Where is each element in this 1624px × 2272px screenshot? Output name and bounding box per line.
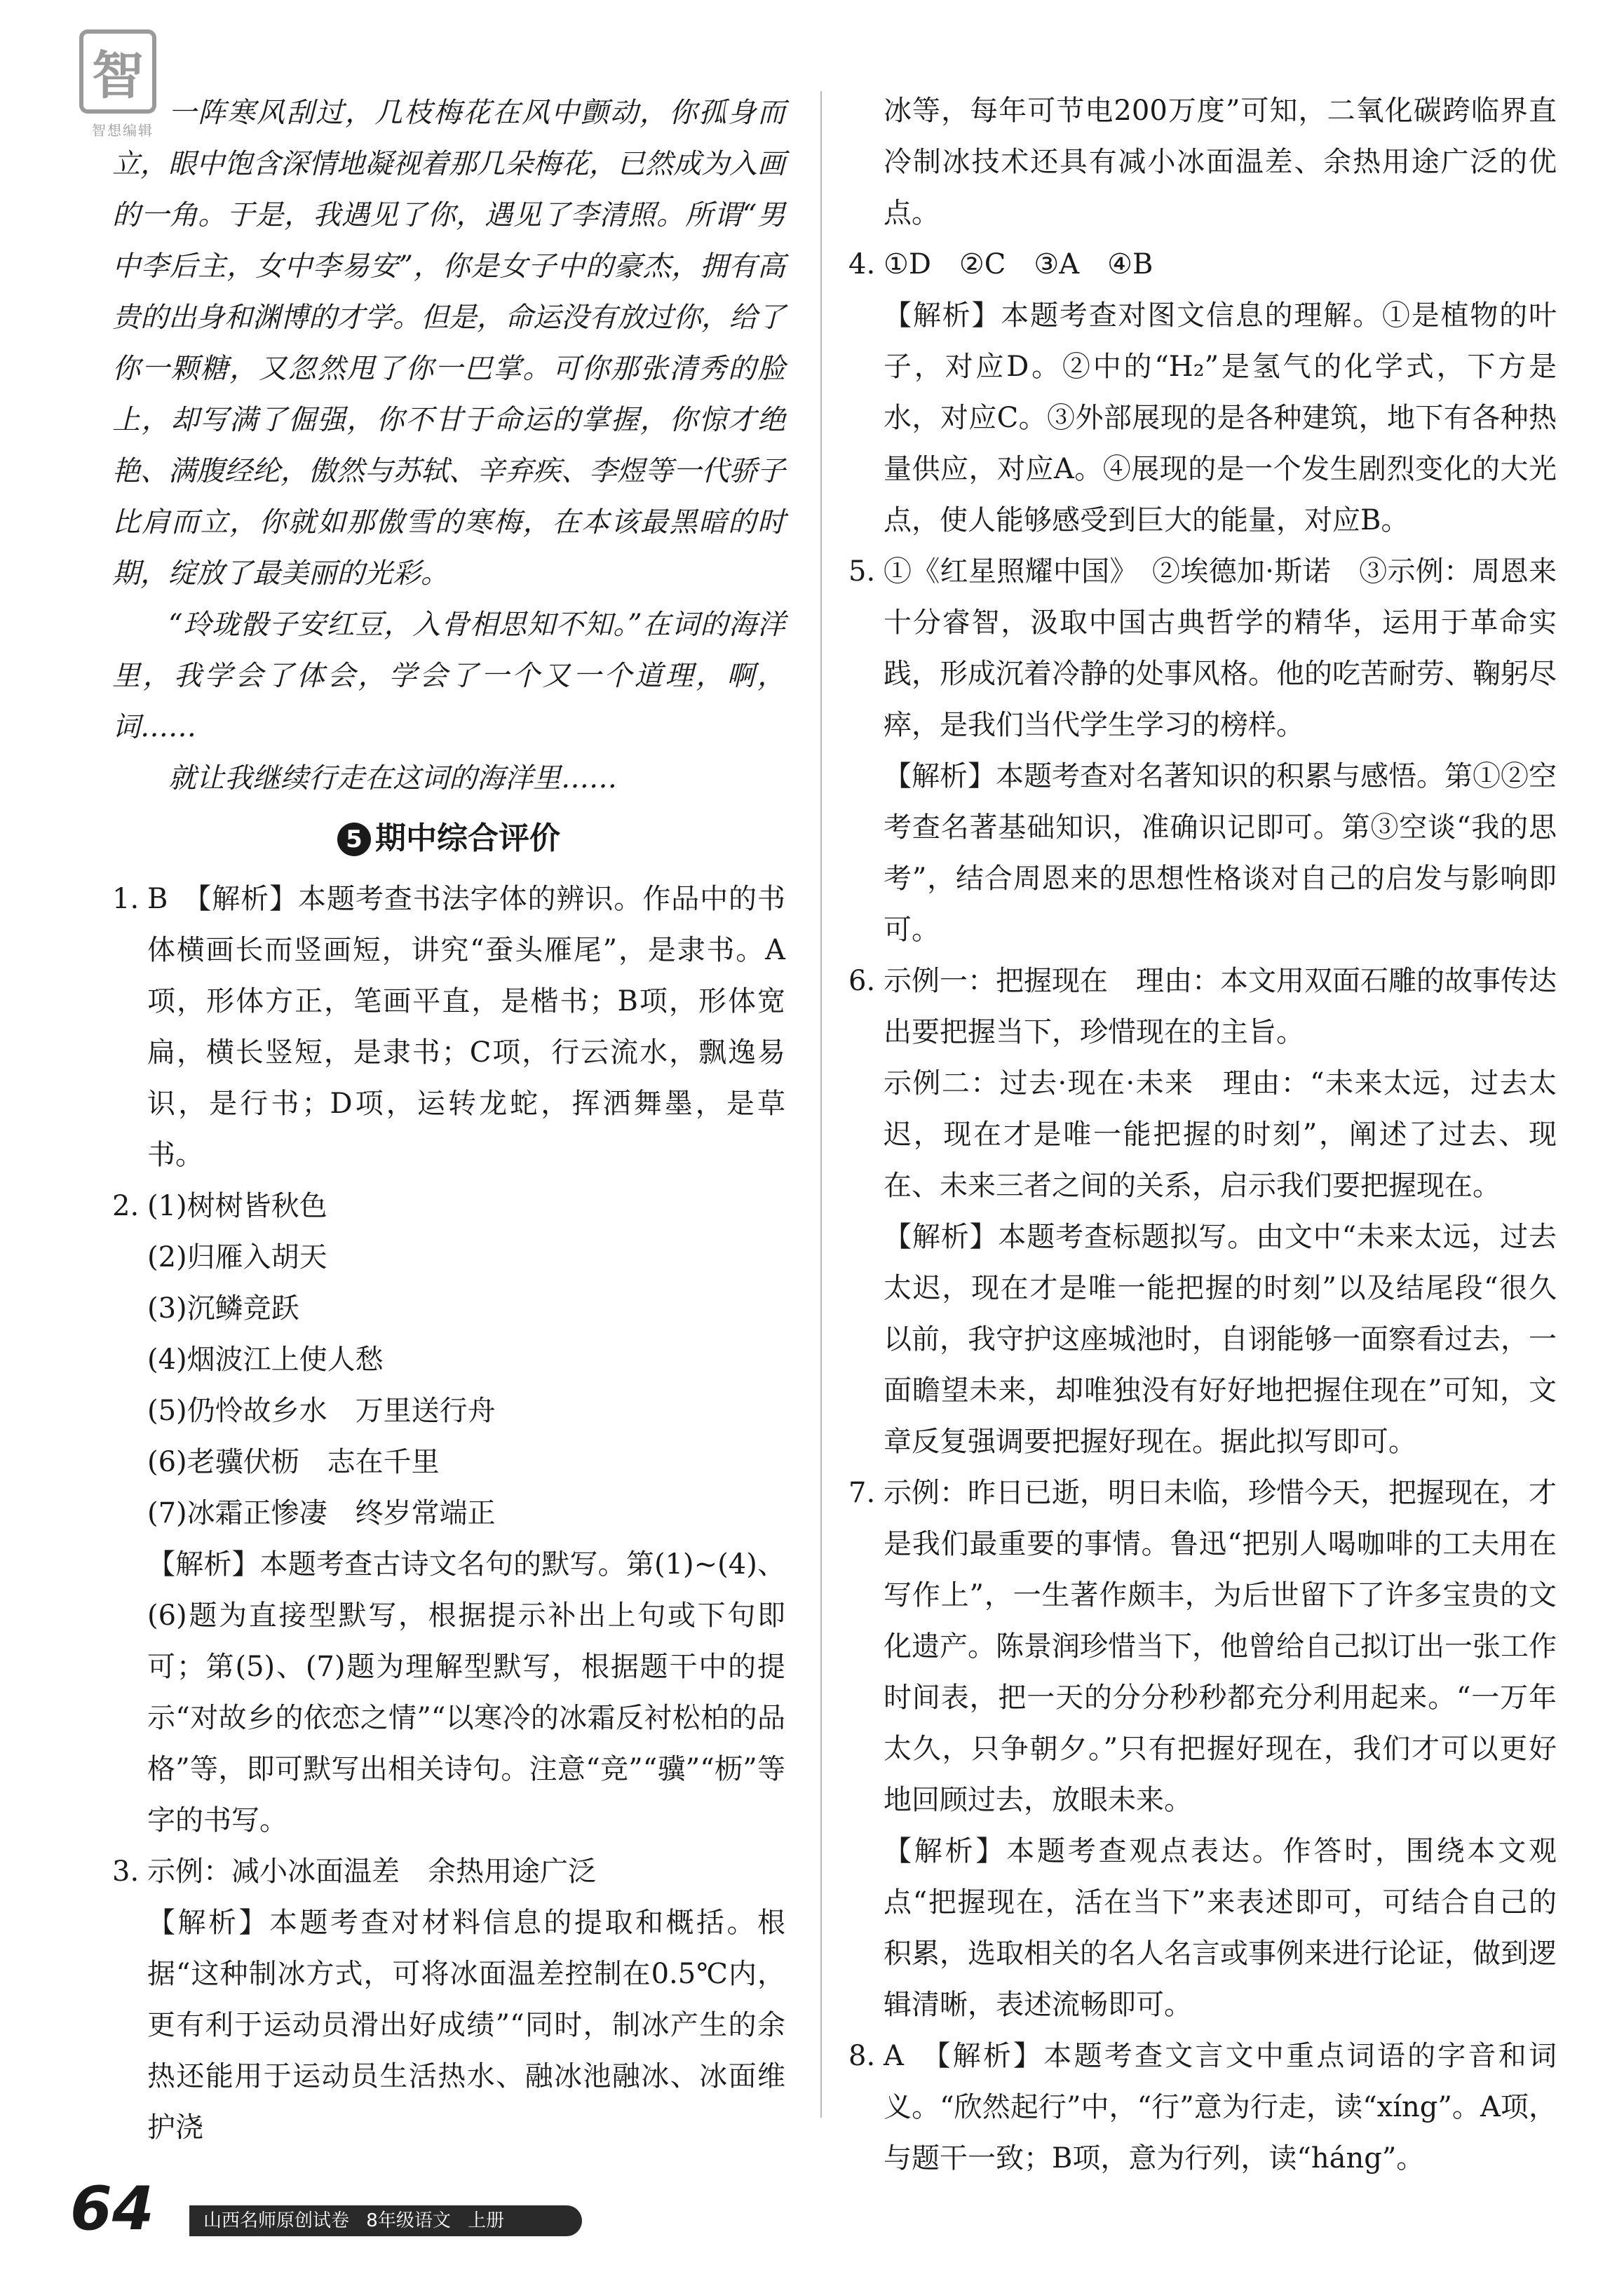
answer-line: (1)树树皆秋色 <box>147 1190 327 1222</box>
answer-text: 示例：昨日已逝，明日未临，珍惜今天，把握现在，才是我们最重要的事情。鲁迅“把别人喝咖啡的工夫用在写作上”，一生著作颇丰，为后世留下了许多宝贵的文化遗产。陈景润珍惜当下，他曾给自己拟订出一张工作时间表，把一天的分分秒秒都充分利用起来。“一万年太久，只争朝夕。”只有把握好现在，我们才可以更好地回顾过去，放眼未来。 <box>884 1477 1557 1816</box>
answer-line: (6)老骥伏枥 志在千里 <box>147 1446 440 1478</box>
item-number: 2. <box>112 1190 140 1222</box>
answer-item-7 <box>848 1468 1557 1826</box>
essay-paragraph-1: 一阵寒风刮过，几枝梅花在风中颤动，你孤身而立，眼中饱含深情地凝视着那几朵梅花，已然成为入画的一角。于是，我遇见了你，遇见了李清照。所谓“男中李后主，女中李易安”，你是女子中的豪杰，拥有高贵的出身和渊博的才学。但是，命运没有放过你，给了你一颗糖，又忽然甩了你一巴掌。可你那张清秀的脸上，却写满了倔强，你不甘于命运的掌握，你惊才绝艳、满腹经纶，傲然与苏轼、辛弃疾、李煜等一代骄子比肩而立，你就如那傲雪的寒梅，在本该最黑暗的时期，绽放了最美丽的光彩。 <box>112 97 785 590</box>
analysis-text: 【解析】本题考查对材料信息的提取和概括。根据“这种制冰方式，可将冰面温差控制在0.5℃内，更有利于运动员滑出好成绩”“同时，制冰产生的余热还能用于运动员生活热水、融冰池融冰、冰面维护浇 <box>147 1907 785 2144</box>
item-number: 4. <box>848 248 876 280</box>
essay-paragraph-3: 就让我继续行走在这词的海洋里…… <box>168 762 617 794</box>
answer-item-8 <box>848 2031 1557 2184</box>
answer-text: 示例：减小冰面温差 余热用途广泛 <box>147 1855 596 1888</box>
answer-item-3 <box>112 1846 785 1898</box>
grade-subject: 8年级语文 <box>366 2210 451 2231</box>
answer-line: (5)仍怜故乡水 万里送行舟 <box>147 1395 496 1427</box>
logo-glyph: 智 <box>92 46 144 106</box>
page-number: 64 <box>70 2174 154 2244</box>
answer-text: ①D ②C ③A ④B <box>884 248 1153 280</box>
analysis-text: 【解析】本题考查对名著知识的积累与感悟。第①②空考查名著基础知识，准确识记即可。第③空谈“我的思考”，结合周恩来的思想性格谈对自己的启发与影响即可。 <box>884 760 1557 946</box>
right-column <box>848 86 1557 2184</box>
answer-text: A 【解析】本题考查文言文中重点词语的字音和词义。“欣然起行”中，“行”意为行走，读“xíng”。A项，与题干一致；B项，意为行列，读“háng”。 <box>884 2040 1557 2175</box>
page-footer <box>70 2174 603 2244</box>
item-number: 7. <box>848 1477 876 1509</box>
analysis-text: 【解析】本题考查标题拟写。由文中“未来太远，过去太迟，现在才是唯一能把握的时刻”以及结尾段“很久以前，我守护这座城池时，自诩能够一面察看过去，一面瞻望未来，却唯独没有好好地把握住现在”可知，文章反复强调要把握好现在。据此拟写即可。 <box>884 1221 1557 1458</box>
answer-line: (3)沉鳞竞跃 <box>147 1292 299 1325</box>
answer-item-1 <box>112 874 785 1181</box>
column-divider <box>820 91 822 2118</box>
volume-label: 上册 <box>468 2210 505 2231</box>
item-number: 6. <box>848 965 876 997</box>
answer-text: B 【解析】本题考查书法字体的辨识。作品中的书体横画长而竖画短，讲究“蚕头雁尾”，是隶书。A项，形体方正，笔画平直，是楷书；B项，形体宽扁，横长竖短，是隶书；C项，行云流水，飘逸易识，是行书；D项，运转龙蛇，挥洒舞墨，是草书。 <box>147 883 785 1171</box>
section-heading <box>112 813 785 864</box>
item-number: 1. <box>112 883 140 915</box>
answer-example-2: 示例二：过去·现在·未来 理由：“未来太远，过去太迟，现在才是唯一能把握的时刻”，阐述了过去、现在、未来三者之间的关系，启示我们要把握现在。 <box>884 1067 1557 1202</box>
answer-line: (7)冰霜正惨凄 终岁常端正 <box>147 1497 496 1529</box>
analysis-text: 【解析】本题考查对图文信息的理解。①是植物的叶子，对应D。②中的“H₂”是氢气的化学式，下方是水，对应C。③外部展现的是各种建筑，地下有各种热量供应，对应A。④展现的是一个发生剧烈变化的大光点，使人能够感受到巨大的能量，对应B。 <box>884 299 1557 536</box>
footer-series-bar <box>189 2205 582 2236</box>
left-column <box>112 88 785 2153</box>
answer-item-6 <box>848 956 1557 1058</box>
item-number: 3. <box>112 1855 140 1888</box>
answer-item-2 <box>112 1181 785 1232</box>
analysis-text: 【解析】本题考查观点表达。作答时，围绕本文观点“把握现在，活在当下”来表述即可，可结合自己的积累，选取相关的名人名言或事例来进行论证，做到逻辑清晰，表述流畅即可。 <box>884 1835 1557 2021</box>
answer-line: (4)烟波江上使人愁 <box>147 1344 384 1376</box>
answer-item-4 <box>848 239 1557 290</box>
series-name: 山西名师原创试卷 <box>203 2210 350 2231</box>
answer-text: ①《红星照耀中国》 ②埃德加·斯诺 ③示例：周恩来十分睿智，汲取中国古典哲学的精华，运用于革命实践，形成沉着冷静的处事风格。他的吃苦耐劳、鞠躬尽瘁，是我们当代学生学习的榜样。 <box>884 555 1557 741</box>
logo-caption: 智想编辑 <box>92 122 154 139</box>
analysis-text: 【解析】本题考查古诗文名句的默写。第(1)~(4)、(6)题为直接型默写，根据提示补出上句或下句即可；第(5)、(7)题为理解型默写，根据题干中的提示“对故乡的依恋之情”“以寒冷的冰霜反衬松柏的品格”等，即可默写出相关诗句。注意“竞”“骥”“枥”等字的书写。 <box>147 1548 785 1837</box>
analysis-continued: 冰等，每年可节电200万度”可知，二氧化碳跨临界直冷制冰技术还具有减小冰面温差、余热用途广泛的优点。 <box>884 95 1557 229</box>
answer-line: (2)归雁入胡天 <box>147 1241 327 1273</box>
answer-text: 示例一：把握现在 理由：本文用双面石雕的故事传达出要把握当下，珍惜现在的主旨。 <box>884 965 1557 1048</box>
essay-paragraph-2: “玲珑骰子安红豆，入骨相思知不知。”在词的海洋里，我学会了体会，学会了一个又一个道理，啊，词…… <box>112 609 785 743</box>
section-title-text: 期中综合评价 <box>375 820 560 856</box>
answer-item-5 <box>848 546 1557 751</box>
item-number: 8. <box>848 2040 876 2072</box>
item-number: 5. <box>848 555 876 588</box>
section-number-badge: 5 <box>337 823 371 856</box>
